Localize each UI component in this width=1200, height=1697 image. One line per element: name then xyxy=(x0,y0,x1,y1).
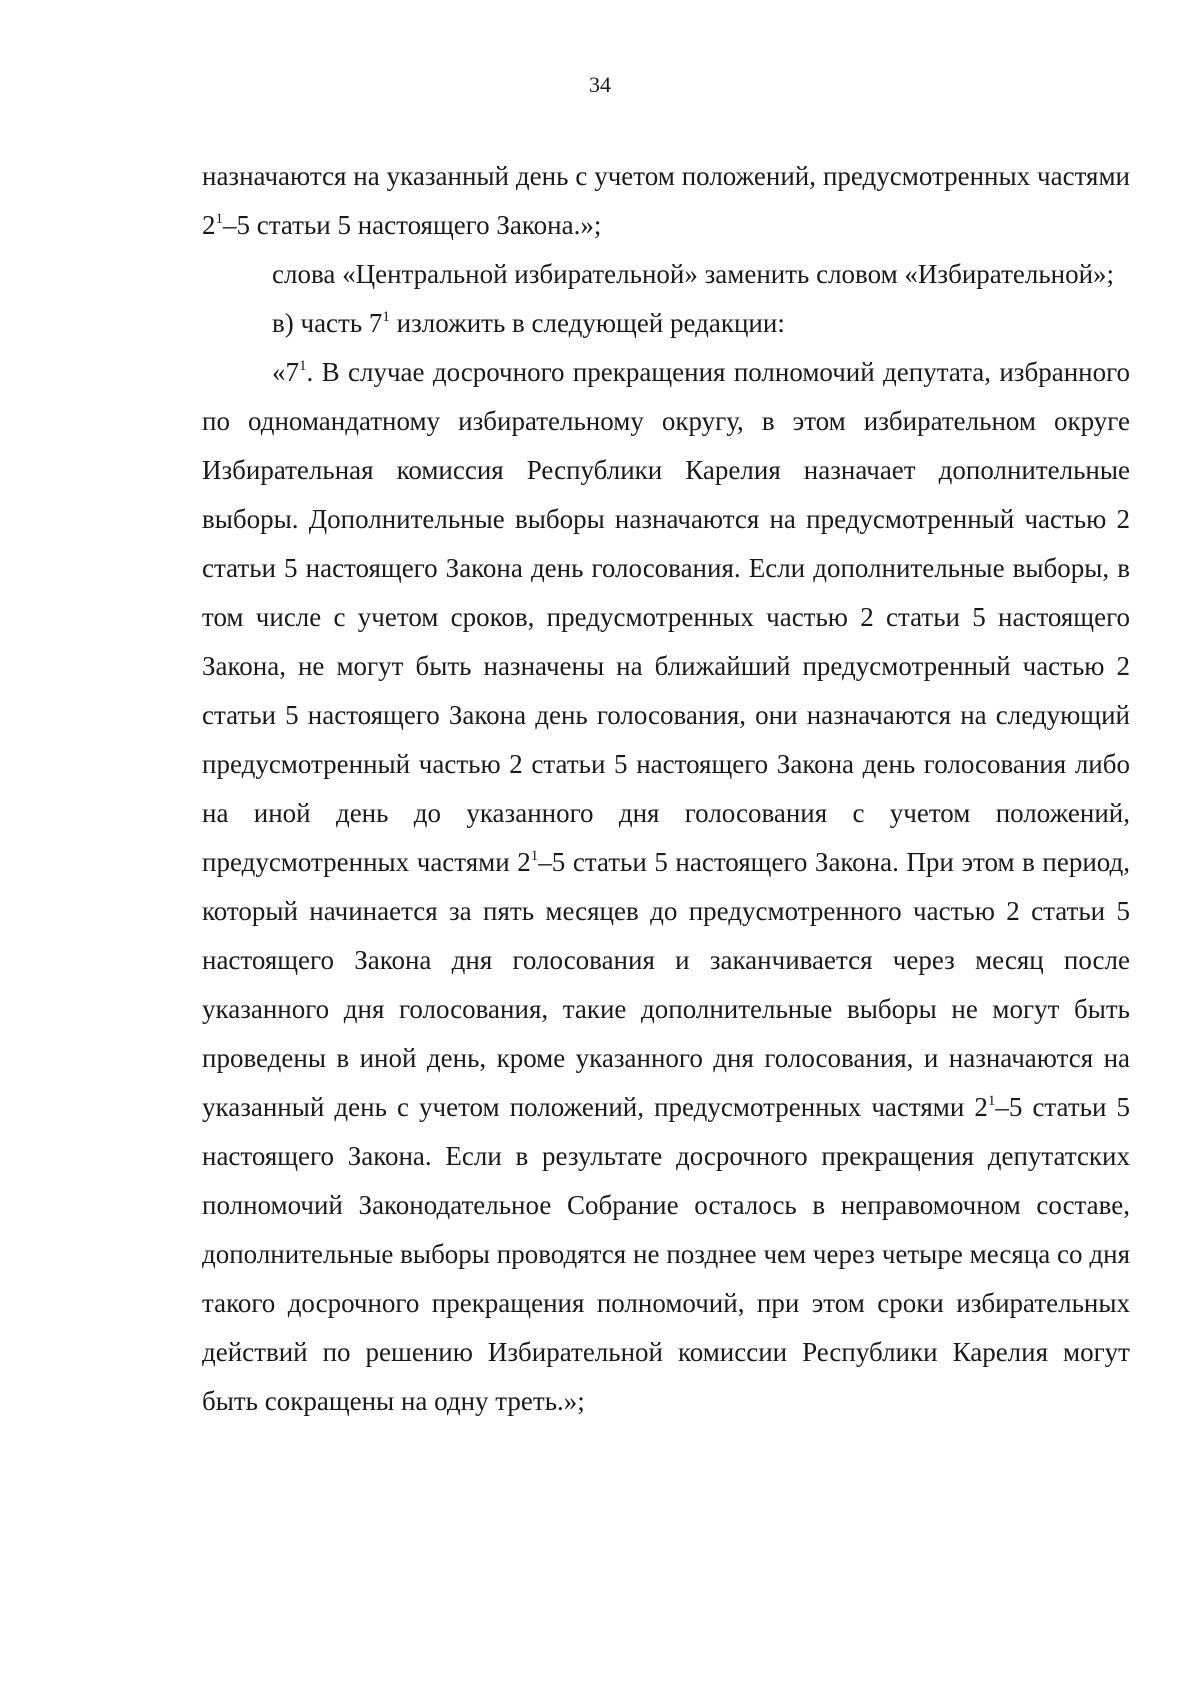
paragraph xyxy=(202,299,1130,348)
text-run: –5 статьи 5 настоящего Закона.»; xyxy=(223,210,602,240)
paragraph xyxy=(202,250,1130,299)
superscript: 1 xyxy=(382,309,390,325)
superscript: 1 xyxy=(299,358,307,374)
superscript: 1 xyxy=(987,1093,996,1109)
text-run: «7 xyxy=(272,357,299,387)
text-run: –5 статьи 5 настоящего Закона. При этом в период, который начинается за пять месяцев до предусмотренного частью 2 статьи 5 настоящего Закона дня голосования и заканчивается через месяц после указанного дня голосования, такие дополнительные выборы не могут быть проведены в иной день, кроме указанного дня голосования, и назначаются на указанный день с учетом положений, предусмотренных частями 2 xyxy=(202,847,1131,1122)
paragraph xyxy=(202,152,1130,250)
text-run: . В случае досрочного прекращения полномочий депутата, избранного по одномандатному избирательному округу, в этом избирательном округе Избирательная комиссия Республики Карелия назначает дополнительные выборы. Дополнительные выборы назначаются на предусмотренный частью 2 статьи 5 настоящего Закона день голосования. Если дополнительные выборы, в том числе с учетом сроков, предусмотренных частью 2 статьи 5 настоящего Закона, не могут быть назначены на ближайший предусмотренный частью 2 статьи 5 настоящего Закона день голосования, они назначаются на следующий предусмотренный частью 2 статьи 5 настоящего Закона день голосования либо на иной день до указанного дня голосования с учетом положений, предусмотренных частями 2 xyxy=(202,357,1130,877)
text-run: изложить в следующей редакции: xyxy=(389,308,785,338)
text-run: –5 статьи 5 настоящего Закона. Если в результате досрочного прекращения депутатских полномочий Законодательное Собрание осталось в неправомочном составе, дополнительные выборы проводятся не позднее чем через четыре месяца со дня такого досрочного прекращения полномочий, при этом сроки избирательных действий по решению Избирательной комиссии Республики Карелия могут быть сокращены на одну треть.»; xyxy=(202,1092,1130,1416)
document-body xyxy=(202,152,1130,1426)
text-run: назначаются на указанный день с учетом положений, предусмотренных частями 2 xyxy=(202,161,1130,240)
text-run: слова «Центральной избирательной» заменить словом «Избирательной»; xyxy=(272,259,1115,289)
page-number: 34 xyxy=(589,72,611,97)
superscript: 1 xyxy=(530,848,539,864)
paragraph xyxy=(202,348,1130,1426)
text-run: в) часть 7 xyxy=(272,308,383,338)
superscript: 1 xyxy=(215,211,223,227)
